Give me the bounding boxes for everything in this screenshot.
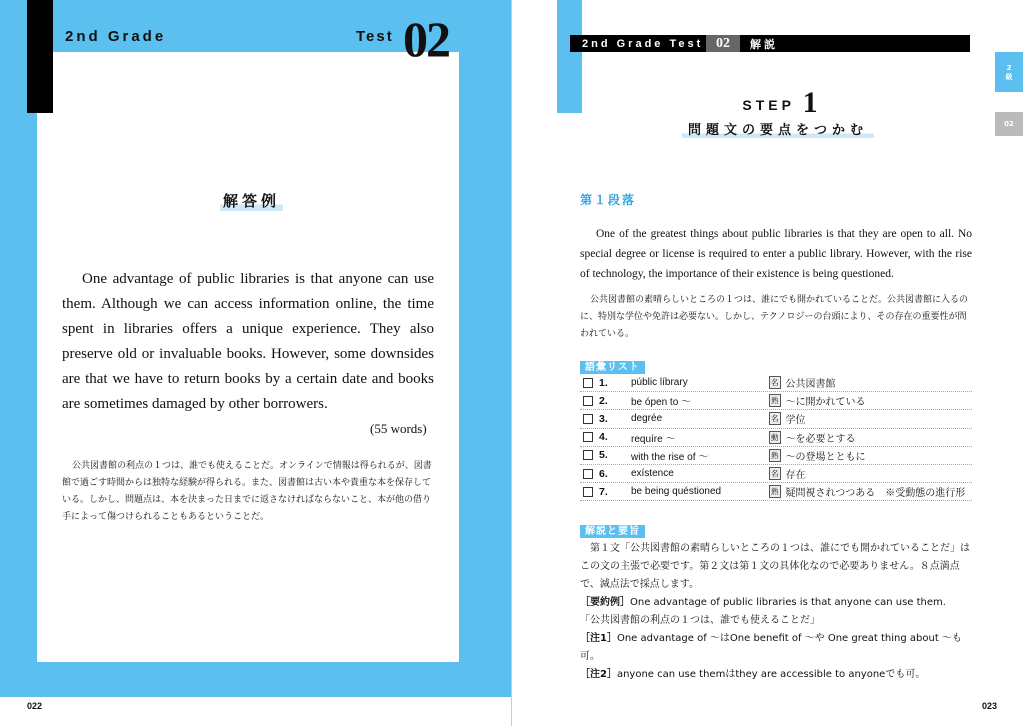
summary-tag: ［要約例］: [580, 597, 630, 608]
vocab-number: 3.: [599, 412, 608, 425]
checkbox[interactable]: [583, 378, 593, 388]
header-label: 解説: [750, 38, 778, 51]
blue-accent-strip: [557, 0, 582, 113]
essay-translation: 公共図書館の利点の１つは、誰でも使えることだ。オンラインで情報は得られるが、図書館で過ごす時間からは独特な経験が得られる。また、図書館は古い本や貴重な本を保存している。しかし、問題点は、本を決まった日までに返さなければならないこと、本が他の借り手によって傷つけられることもあるということだ。: [62, 461, 432, 522]
test-label: Test: [356, 28, 394, 45]
page-number-right: 023: [982, 701, 998, 711]
vocab-english: requíre ～: [631, 433, 676, 445]
step-heading: [680, 86, 880, 120]
note-1-tag: ［注1］: [580, 633, 617, 644]
answer-title: 解答例: [220, 190, 283, 211]
summary-line: [580, 594, 975, 612]
checkbox[interactable]: [583, 414, 593, 424]
step-label: STEP: [742, 97, 795, 113]
summary-english: One advantage of public libraries is that anyone can use them.: [630, 597, 946, 608]
part-of-speech-tag: 熟: [771, 450, 779, 460]
vocab-row: [580, 429, 972, 447]
checkbox[interactable]: [583, 469, 593, 479]
vocab-number: 5.: [599, 449, 608, 462]
vocab-japanese: ～の登場とともに: [785, 451, 866, 463]
explanation-block: [580, 540, 975, 684]
part-of-speech-tag: 動: [771, 432, 779, 442]
black-accent-bar: [27, 0, 53, 113]
page-header-bar: [570, 35, 970, 52]
vocab-english: exístence: [631, 468, 674, 480]
vocab-japanese: 疑問視されつつある ※受動態の進行形: [785, 488, 966, 500]
vocab-row: [580, 465, 972, 483]
note-2-tag: ［注2］: [580, 669, 617, 680]
vocab-row: [580, 374, 972, 392]
vocab-japanese: ～に開かれている: [785, 397, 866, 409]
vocab-list: [580, 374, 972, 501]
vocab-row: [580, 410, 972, 428]
part-of-speech-tag: 名: [771, 414, 779, 424]
vocab-english: degrée: [631, 413, 663, 425]
note-2-text: anyone can use themはthey are accessible to anyoneでも可。: [616, 669, 926, 680]
vocab-row: [580, 483, 972, 501]
vocab-row: [580, 392, 972, 410]
part-of-speech-tag: 熟: [771, 487, 779, 497]
step-number: 1: [802, 86, 818, 119]
vocab-english: públic líbrary: [631, 377, 688, 389]
step-subtitle: [678, 119, 878, 138]
checkbox[interactable]: [583, 487, 593, 497]
grade-tab-kanji: 級: [1005, 73, 1013, 81]
header-title: 2nd Grade Test: [582, 37, 704, 50]
passage-text: One of the greatest things about public libraries is that they are open to all. No special degree or license is required to enter a public library. However, with the rise of technology, the importance of their existence is being questioned.: [580, 228, 972, 280]
vocab-number: 2.: [599, 394, 608, 407]
part-of-speech-tag: 名: [771, 378, 779, 388]
vocab-english: be being quéstioned: [631, 486, 722, 498]
vocab-japanese: 存在: [785, 470, 806, 482]
vocab-row: [580, 447, 972, 465]
note-2: [580, 666, 975, 684]
vocab-label: 語彙リスト: [580, 361, 645, 374]
step-subtitle-text: 問題文の要点をつかむ: [682, 123, 874, 138]
word-count: (55 words): [370, 421, 427, 436]
paragraph-label: 第１段落: [580, 193, 637, 207]
note-1-text: One advantage of ～はOne benefit of ～や One great thing about ～も可。: [580, 633, 962, 662]
part-of-speech-tag: 熟: [771, 396, 779, 406]
vocab-japanese: 公共図書館: [785, 379, 836, 391]
essay-text: One advantage of public libraries is that anyone can use them. Although we can access information online, the time spent in libraries offers a unique experience. They also preserve old or invaluable books. However, some downsides are that we have to return books by a certain date and books are sometimes damaged by other borrowers.: [62, 271, 434, 412]
vocab-english: be ópen to ～: [631, 397, 692, 409]
page-number-left: 022: [27, 701, 43, 711]
explanation-text: 第１文「公共図書館の素晴らしいところの１つは、誰にでも開かれていることだ」はこの文の主張で必要です。第２文は第１文の具体化なので必要ありません。８点満点で、減点法で採点します。: [580, 543, 970, 590]
vocab-japanese: 学位: [785, 415, 806, 427]
part-of-speech-tag: 名: [771, 469, 779, 479]
test-number: 02: [403, 11, 449, 67]
grade-tab-number: 2: [1006, 64, 1012, 72]
page-gutter: [511, 0, 512, 726]
checkbox[interactable]: [583, 432, 593, 442]
checkbox[interactable]: [583, 396, 593, 406]
passage-translation: 公共図書館の素晴らしいところの１つは、誰にでも開かれていることだ。公共図書館に入るのに、特別な学位や免許は必要ない。しかし、テクノロジーの台頭により、その存在の重要性が問われている。: [580, 295, 969, 339]
vocab-number: 1.: [599, 376, 608, 389]
checkbox[interactable]: [583, 450, 593, 460]
vocab-english: with the rise of ～: [631, 451, 709, 463]
explanation-label: 解説と要旨: [580, 525, 645, 538]
vocab-number: 4.: [599, 431, 608, 444]
header-number: 02: [706, 35, 740, 52]
grade-side-tab[interactable]: [995, 52, 1023, 92]
vocab-number: 7.: [599, 485, 608, 498]
grade-label: 2nd Grade: [65, 28, 167, 45]
summary-japanese: 「公共図書館の利点の１つは、誰でも使えることだ」: [580, 615, 820, 626]
vocab-japanese: ～を必要とする: [785, 433, 856, 445]
note-1: [580, 630, 975, 666]
vocab-number: 6.: [599, 467, 608, 480]
test-side-tab[interactable]: 02: [995, 112, 1023, 136]
